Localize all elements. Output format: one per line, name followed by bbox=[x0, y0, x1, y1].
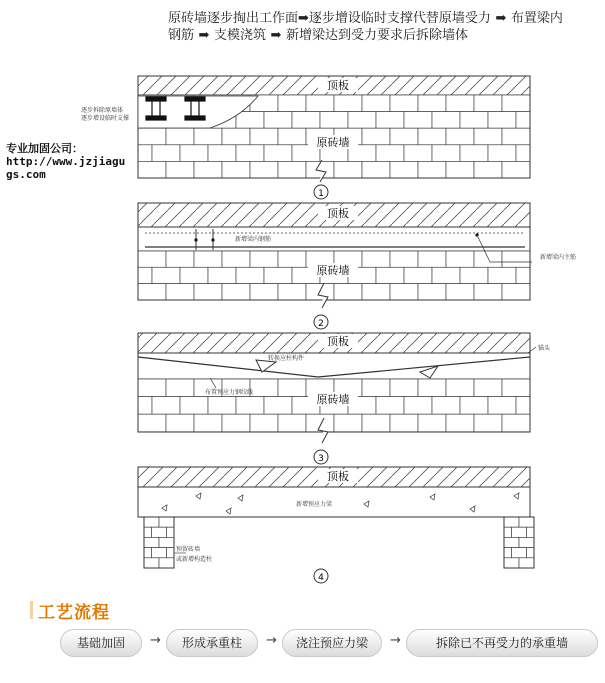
brick bbox=[144, 517, 159, 527]
company-url-part1: http://www.jzjiagu bbox=[6, 155, 126, 168]
brick bbox=[362, 251, 390, 267]
brick bbox=[222, 284, 250, 300]
brick bbox=[306, 95, 334, 112]
brick bbox=[362, 284, 390, 300]
brick bbox=[362, 161, 390, 178]
brick bbox=[264, 145, 292, 162]
brick bbox=[166, 284, 194, 300]
process-flow bbox=[60, 629, 600, 657]
brick bbox=[418, 95, 446, 112]
brick bbox=[278, 161, 306, 178]
brick bbox=[152, 548, 167, 558]
arrow-icon: ➡ bbox=[194, 28, 214, 43]
brick bbox=[502, 414, 530, 432]
step4-column-note2: 或新增构造柱 bbox=[176, 556, 213, 563]
step3-slab-label: 顶板 bbox=[327, 335, 349, 348]
brick bbox=[404, 267, 432, 283]
desc-step-5: 新增梁达到受力要求后拆除墙体 bbox=[285, 28, 468, 43]
brick bbox=[376, 397, 404, 415]
brick bbox=[138, 284, 166, 300]
brick bbox=[404, 145, 432, 162]
brick bbox=[488, 267, 516, 283]
brick bbox=[376, 112, 404, 129]
brick bbox=[138, 161, 166, 178]
brick bbox=[222, 161, 250, 178]
brick bbox=[504, 558, 519, 568]
brick bbox=[527, 527, 535, 537]
brick bbox=[390, 161, 418, 178]
brick bbox=[460, 112, 488, 129]
brick bbox=[166, 379, 194, 397]
brick bbox=[152, 267, 180, 283]
step3-beam-note: 转换应柱构件 bbox=[268, 355, 305, 362]
brick bbox=[516, 397, 530, 415]
prestressed-beam bbox=[138, 487, 530, 517]
process-step-column: 形成承重柱 bbox=[166, 629, 258, 657]
brick bbox=[502, 95, 530, 112]
brick bbox=[152, 527, 167, 537]
step-4-diagram bbox=[138, 467, 534, 583]
brick bbox=[138, 128, 166, 145]
brick bbox=[166, 161, 194, 178]
brick bbox=[474, 161, 502, 178]
step1-wall-label: 原砖墙 bbox=[316, 136, 350, 149]
brick bbox=[418, 128, 446, 145]
brick bbox=[519, 537, 534, 547]
process-title: 工艺流程 bbox=[38, 598, 110, 623]
brick bbox=[278, 251, 306, 267]
desc-step-4: 支模浇筑 bbox=[213, 28, 266, 43]
brick bbox=[236, 145, 264, 162]
step4-column-note1: 预留砖墙 bbox=[176, 546, 201, 553]
arrow-right-icon: → bbox=[150, 633, 161, 648]
brick bbox=[278, 95, 306, 112]
brick bbox=[144, 527, 152, 537]
brick bbox=[527, 548, 535, 558]
company-url-part2: gs.com bbox=[6, 168, 46, 181]
brick bbox=[446, 128, 474, 145]
brick bbox=[138, 414, 166, 432]
brick bbox=[236, 397, 264, 415]
brick bbox=[502, 284, 530, 300]
arrow-icon: ➡ bbox=[265, 28, 286, 43]
brick bbox=[512, 548, 527, 558]
brick bbox=[194, 414, 222, 432]
brick bbox=[404, 112, 432, 129]
step3-tendon-note: 布置预应力钢绞线 bbox=[205, 389, 254, 396]
arrow-icon: ➡ bbox=[490, 11, 511, 26]
brick bbox=[159, 537, 174, 547]
brick bbox=[278, 414, 306, 432]
brick bbox=[390, 95, 418, 112]
brick bbox=[166, 128, 194, 145]
desc-step-3-cont: 钢筋 bbox=[168, 28, 195, 43]
brick bbox=[446, 414, 474, 432]
step3-anchor-note: 锚头 bbox=[538, 345, 551, 352]
brick bbox=[432, 267, 460, 283]
brick bbox=[278, 284, 306, 300]
brick bbox=[519, 558, 534, 568]
brick bbox=[390, 251, 418, 267]
step-2-diagram bbox=[138, 203, 576, 329]
brick bbox=[390, 414, 418, 432]
process-step-beam: 浇注预应力梁 bbox=[282, 629, 382, 657]
step4-slab-label: 顶板 bbox=[327, 470, 349, 483]
brick bbox=[264, 267, 292, 283]
brick bbox=[504, 517, 519, 527]
brick bbox=[474, 251, 502, 267]
brick bbox=[418, 161, 446, 178]
brick bbox=[418, 379, 446, 397]
brick bbox=[292, 112, 320, 129]
brick bbox=[404, 397, 432, 415]
brick bbox=[516, 112, 530, 129]
brick bbox=[264, 112, 292, 129]
brick bbox=[208, 145, 236, 162]
brick bbox=[180, 397, 208, 415]
step1-slab-label: 顶板 bbox=[327, 79, 349, 92]
step1-note1: 逐步拆除原墙体 bbox=[81, 107, 124, 114]
brick bbox=[320, 112, 348, 129]
brick-column-right bbox=[504, 517, 534, 568]
brick bbox=[502, 161, 530, 178]
arrow-right-icon: → bbox=[266, 633, 277, 648]
step-3-diagram bbox=[138, 333, 551, 464]
brick bbox=[144, 558, 159, 568]
brick bbox=[460, 397, 488, 415]
brick bbox=[167, 548, 175, 558]
brick bbox=[504, 537, 519, 547]
step2-side-note: 新增梁内主筋 bbox=[540, 254, 577, 261]
brick bbox=[194, 161, 222, 178]
brick bbox=[167, 527, 175, 537]
step2-wall-label: 原砖墙 bbox=[316, 264, 350, 277]
brick bbox=[208, 397, 236, 415]
brick bbox=[334, 284, 362, 300]
brick bbox=[144, 548, 152, 558]
brick bbox=[504, 548, 512, 558]
brick bbox=[334, 95, 362, 112]
brick bbox=[418, 284, 446, 300]
brick bbox=[504, 527, 512, 537]
step2-number: 2 bbox=[318, 319, 324, 329]
brick bbox=[418, 251, 446, 267]
brick bbox=[376, 267, 404, 283]
brick bbox=[362, 128, 390, 145]
brick-column-left bbox=[144, 517, 174, 568]
desc-step-2: 逐步增设临时支撑代替原墙受力 bbox=[308, 11, 491, 26]
brick bbox=[488, 112, 516, 129]
brick bbox=[250, 161, 278, 178]
brick bbox=[180, 267, 208, 283]
brick bbox=[376, 145, 404, 162]
process-step-foundation: 基础加固 bbox=[60, 629, 142, 657]
brick bbox=[236, 267, 264, 283]
arrow-icon: ➡ bbox=[298, 11, 309, 26]
brick bbox=[166, 251, 194, 267]
brick bbox=[250, 251, 278, 267]
brick bbox=[194, 284, 222, 300]
step-1-diagram bbox=[81, 76, 530, 199]
brick bbox=[334, 161, 362, 178]
brick bbox=[474, 414, 502, 432]
brick bbox=[474, 379, 502, 397]
brick bbox=[222, 414, 250, 432]
brick bbox=[390, 128, 418, 145]
desc-step-1: 原砖墙逐步掏出工作面 bbox=[168, 11, 299, 26]
brick bbox=[446, 379, 474, 397]
brick bbox=[278, 128, 306, 145]
step4-number: 4 bbox=[318, 573, 324, 583]
brick bbox=[474, 128, 502, 145]
brick bbox=[432, 145, 460, 162]
brick bbox=[460, 267, 488, 283]
brick bbox=[159, 517, 174, 527]
brick bbox=[144, 537, 159, 547]
desc-step-3: 布置梁内 bbox=[510, 11, 563, 26]
brick bbox=[152, 145, 180, 162]
brick bbox=[390, 284, 418, 300]
brick bbox=[208, 267, 236, 283]
brick bbox=[166, 414, 194, 432]
brick bbox=[502, 379, 530, 397]
brick bbox=[516, 145, 530, 162]
brick bbox=[432, 112, 460, 129]
brick bbox=[488, 397, 516, 415]
brick bbox=[138, 267, 152, 283]
brick bbox=[446, 251, 474, 267]
brick bbox=[348, 112, 376, 129]
step2-slab-label: 顶板 bbox=[327, 207, 349, 220]
brick bbox=[446, 284, 474, 300]
brick bbox=[418, 414, 446, 432]
brick bbox=[362, 414, 390, 432]
arrow-right-icon: → bbox=[390, 633, 401, 648]
step2-rebar-note: 新增梁内钢筋 bbox=[235, 236, 272, 243]
step1-number: 1 bbox=[318, 189, 324, 199]
step3-wall-label: 原砖墙 bbox=[316, 393, 350, 406]
brick bbox=[264, 397, 292, 415]
brick bbox=[432, 397, 460, 415]
brick bbox=[138, 379, 166, 397]
brick bbox=[138, 251, 166, 267]
brick bbox=[236, 112, 264, 129]
brick bbox=[334, 414, 362, 432]
brick bbox=[138, 397, 152, 415]
brick bbox=[194, 251, 222, 267]
brick bbox=[180, 145, 208, 162]
step4-beam-note: 新增预应力梁 bbox=[296, 501, 333, 508]
brick bbox=[138, 145, 152, 162]
brick bbox=[502, 251, 530, 267]
brick bbox=[250, 379, 278, 397]
step1-note2: 逐步增设临时支撑 bbox=[81, 115, 130, 122]
brick bbox=[446, 95, 474, 112]
brick bbox=[516, 267, 530, 283]
brick bbox=[194, 128, 222, 145]
brick bbox=[278, 379, 306, 397]
step3-number: 3 bbox=[318, 454, 324, 464]
brick bbox=[474, 284, 502, 300]
brick bbox=[159, 558, 174, 568]
brick bbox=[474, 95, 502, 112]
brick bbox=[488, 145, 516, 162]
brick bbox=[460, 145, 488, 162]
brick bbox=[250, 128, 278, 145]
brick bbox=[519, 517, 534, 527]
company-title: 专业加固公司： bbox=[6, 142, 83, 155]
brick bbox=[502, 128, 530, 145]
brick bbox=[362, 95, 390, 112]
brick bbox=[222, 128, 250, 145]
brick bbox=[362, 379, 390, 397]
brick bbox=[250, 284, 278, 300]
brick bbox=[152, 397, 180, 415]
brick bbox=[512, 527, 527, 537]
brick bbox=[250, 414, 278, 432]
process-step-demolish: 拆除已不再受力的承重墙 bbox=[406, 629, 598, 657]
brick bbox=[446, 161, 474, 178]
brick bbox=[390, 379, 418, 397]
brick bbox=[222, 251, 250, 267]
